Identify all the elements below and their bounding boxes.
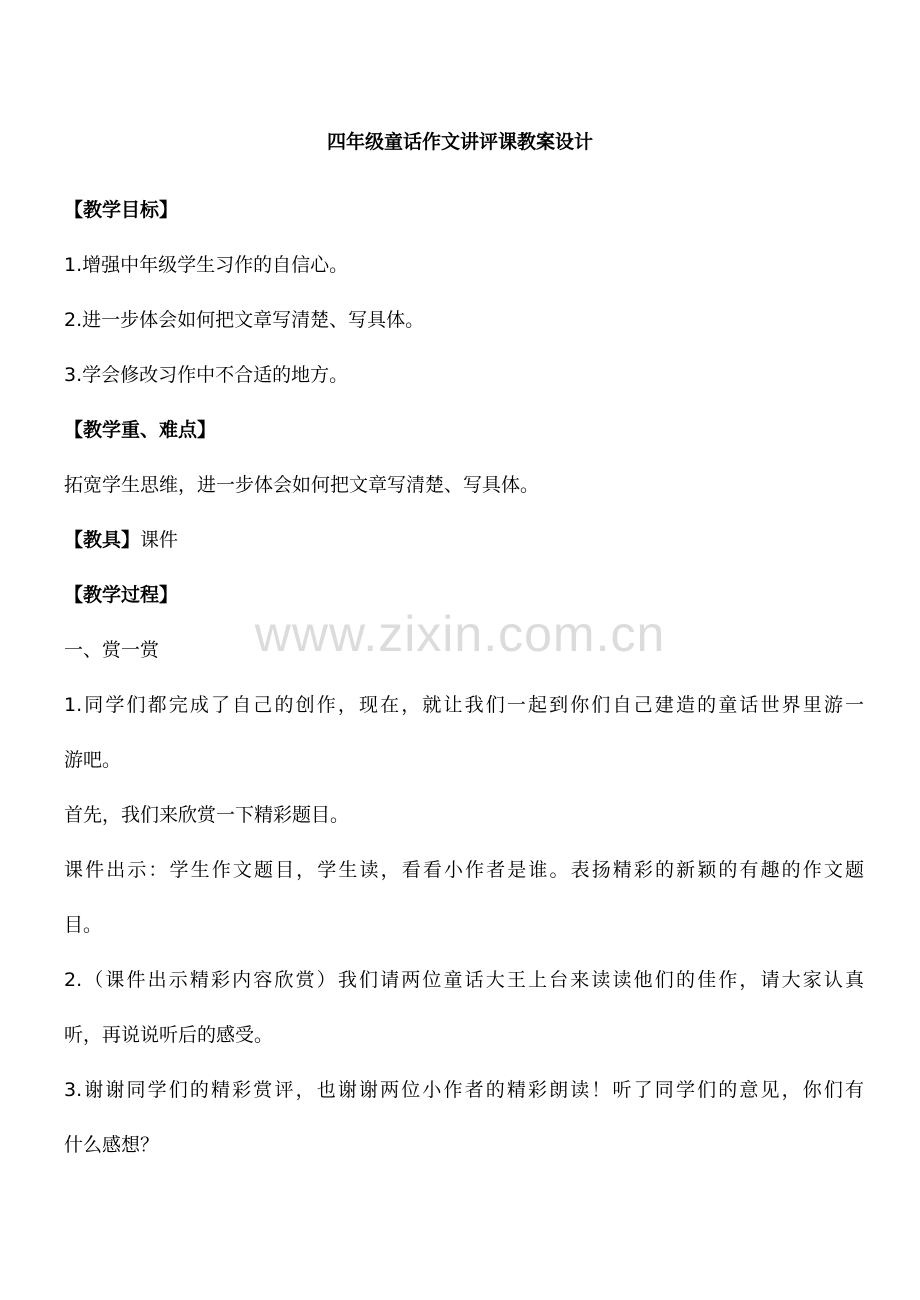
paragraph-2-line-1: 2.（课件出示精彩内容欣赏）我们请两位童话大王上台来读读他们的佳作，请大家认真 — [64, 969, 864, 991]
document-title: 四年级童话作文讲评课教案设计 — [326, 131, 593, 153]
heading-teaching-goals: 【教学目标】 — [64, 199, 179, 221]
paragraph-first-appreciate: 首先，我们来欣赏一下精彩题目。 — [64, 804, 350, 826]
key-points-text: 拓宽学生思维，进一步体会如何把文章写清楚、写具体。 — [64, 474, 540, 496]
paragraph-3-line-1: 3.谢谢同学们的精彩赏评，也谢谢两位小作者的精彩朗读！听了同学们的意见，你们有 — [64, 1079, 864, 1101]
heading-teaching-tools: 【教具】 — [64, 529, 141, 551]
watermark: www.zixin.com.cn — [254, 606, 666, 662]
teaching-tools-text: 课件 — [140, 529, 179, 551]
section-appreciate: 一、赏一赏 — [64, 639, 160, 661]
paragraph-1-line-1: 1.同学们都完成了自己的创作，现在，就让我们一起到你们自己建造的童话世界里游一 — [64, 694, 864, 716]
goal-item-3: 3.学会修改习作中不合适的地方。 — [64, 364, 349, 386]
paragraph-3-line-2: 什么感想？ — [64, 1134, 160, 1156]
paragraph-1-line-2: 游吧。 — [64, 749, 122, 771]
paragraph-2-line-2: 听，再说说听后的感受。 — [64, 1024, 274, 1046]
heading-teaching-process: 【教学过程】 — [64, 584, 179, 606]
heading-key-points: 【教学重、难点】 — [64, 419, 217, 441]
paragraph-courseware-line-1: 课件出示：学生作文题目，学生读，看看小作者是谁。表扬精彩的新颖的有趣的作文题 — [64, 859, 864, 881]
goal-item-2: 2.进一步体会如何把文章写清楚、写具体。 — [64, 309, 425, 331]
teaching-tools-line — [64, 526, 864, 554]
goal-item-1: 1.增强中年级学生习作的自信心。 — [64, 254, 349, 276]
paragraph-courseware-line-2: 目。 — [64, 914, 103, 936]
